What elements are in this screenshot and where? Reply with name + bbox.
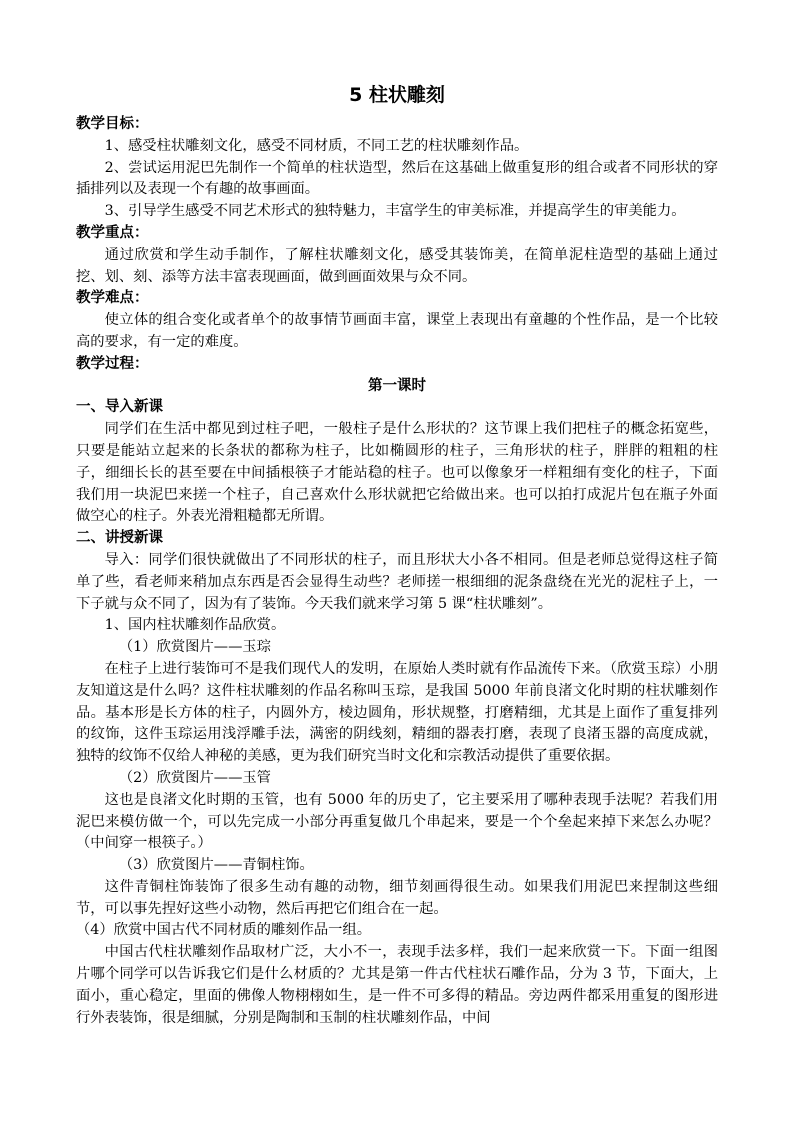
- goal-item-2: 2、尝试运用泥巴先制作一个简单的柱状造型，然后在这基础上做重复形的组合或者不同形状的穿插排列以及表现一个有趣的故事画面。: [76, 159, 718, 198]
- item1-title: （1）欣赏图片——玉琮: [118, 639, 271, 656]
- item3-title: （3）欣赏图片——青铜柱饰。: [118, 857, 314, 874]
- goal-item-1: 1、感受柱状雕刻文化，感受不同材质，不同工艺的柱状雕刻作品。: [104, 137, 529, 154]
- key-points-heading: 教学重点：: [76, 224, 149, 241]
- key-points-text: 通过欣赏和学生动手制作，了解柱状雕刻文化，感受其装饰美，在简单泥柱造型的基础上通过挖、划、刻、添等方法丰富表现画面，做到画面效果与众不同。: [76, 246, 718, 285]
- item2-text: 这也是良渚文化时期的玉管，也有 5000 年的历史了，它主要采用了哪种表现手法呢？若我们用泥巴来模仿做一个，可以先完成一小部分再重复做几个串起来，要是一个个垒起来掉下来怎么办呢？（中间穿一根筷子。）: [76, 791, 718, 852]
- lesson-title: 第一课时: [368, 377, 426, 394]
- difficulty-text: 使立体的组合变化或者单个的故事情节画面丰富，课堂上表现出有童趣的个性作品，是一个比较高的要求，有一定的难度。: [76, 312, 718, 350]
- document-title: 5 柱状雕刻: [349, 84, 445, 106]
- goals-heading: 教学目标：: [76, 116, 149, 132]
- goal-item-3: 3、引导学生感受不同艺术形式的独特魅力，丰富学生的审美标准，并提高学生的审美能力。: [104, 203, 686, 220]
- part2-intro: 导入：同学们很快就做出了不同形状的柱子，而且形状大小各不相同。但是老师总觉得这柱子简单了些，看老师来稍加点东西是否会显得生动些？老师搓一根细细的泥条盘绕在光光的泥柱子上，一下子就与众不同了，因为有了装饰。今天我们就来学习第 5 课“柱状雕刻”。: [76, 551, 718, 612]
- process-heading: 教学过程：: [76, 355, 149, 372]
- item3-text: 这件青铜柱饰装饰了很多生动有趣的动物，细节刻画得很生动。如果我们用泥巴来捏制这些细节，可以事先捏好这些小动物，然后再把它们组合在一起。: [76, 878, 718, 917]
- difficulty-heading: 教学难点：: [76, 290, 149, 307]
- part1-text: 同学们在生活中都见到过柱子吧，一般柱子是什么形状的？这节课上我们把柱子的概念拓宽些，只要是能站立起来的长条状的都称为柱子，比如椭圆形的柱子，三角形状的柱子，胖胖的粗粗的柱子，细细长长的甚至要在中间插根筷子才能站稳的柱子。也可以像象牙一样粗细有变化的柱子，下面我们用一块泥巴来搓一个柱子，自己喜欢什么形状就把它给做出来。也可以拍打成泥片包在瓶子外面做空心的柱子。外表光滑粗糙都无所谓。: [76, 421, 718, 525]
- item4-text: 中国古代柱状雕刻作品取材广泛，大小不一，表现手法多样，我们一起来欣赏一下。下面一组图片哪个同学可以告诉我它们是什么材质的？尤其是第一件古代柱状石雕作品，分为 3 节，下面大，上面小，重心稳定，里面的佛像人物栩栩如生，是一件不可多得的精品。旁边两件都采用重复的图形进行外表装饰，很是细腻，分别是陶制和玉制的柱状雕刻作品，中间: [76, 944, 718, 1026]
- item1-text: 在柱子上进行装饰可不是我们现代人的发明，在原始人类时就有作品流传下来。（欣赏玉琮）小朋友知道这是什么吗？这件柱状雕刻的作品名称叫玉琮，是我国 5000 年前良渚文化时期的柱状雕刻作品。基本形是长方体的柱子，内圆外方，棱边圆角，形状规整，打磨精细，尤其是上面作了重复排列的纹饰，这件玉琮运用浅浮雕手法，满密的阴线刻，精细的器表打磨，表现了良渚玉器的高度成就，独特的纹饰不仅给人神秘的美感，更为我们研究当时文化和宗教活动提供了重要依据。: [76, 660, 718, 765]
- item4-title: （4）欣赏中国古代不同材质的雕刻作品一组。: [76, 922, 372, 939]
- part1-heading: 一、导入新课: [76, 399, 163, 416]
- item2-title: （2）欣赏图片——玉管: [118, 769, 271, 786]
- part2-heading: 二、讲授新课: [76, 530, 163, 547]
- subsection-1: 1、国内柱状雕刻作品欣赏。: [104, 617, 286, 634]
- document-body: [76, 82, 718, 1029]
